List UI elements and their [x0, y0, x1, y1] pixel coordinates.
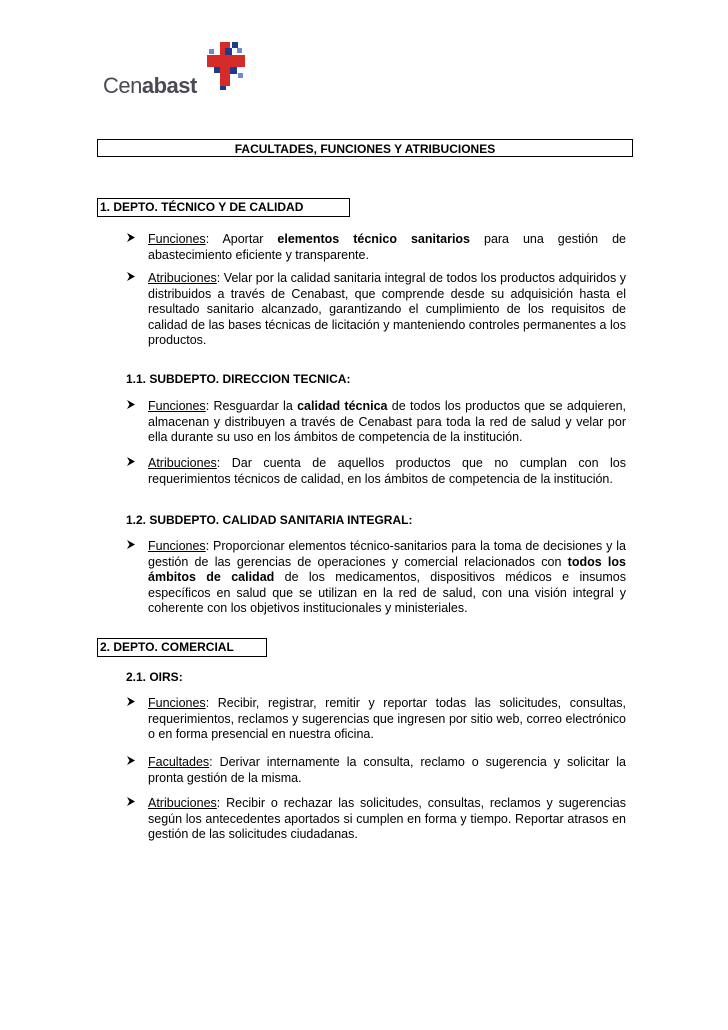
arrow-bullet-icon [126, 456, 138, 470]
item-label: Funciones [148, 232, 206, 246]
arrow-bullet-icon [126, 696, 138, 710]
arrow-bullet-icon [126, 539, 138, 553]
arrow-bullet-icon [126, 399, 138, 413]
item-label: Atribuciones [148, 271, 217, 285]
arrow-bullet-icon [126, 271, 138, 285]
page-title: FACULTADES, FUNCIONES Y ATRIBUCIONES [97, 139, 633, 157]
subsection-heading: 1.1. SUBDEPTO. DIRECCION TECNICA: [126, 372, 351, 386]
arrow-bullet-icon [126, 755, 138, 769]
subsection-heading: 2.1. OIRS: [126, 670, 183, 684]
item-label: Atribuciones [148, 456, 217, 470]
item-label: Facultades [148, 755, 210, 769]
section-heading: 1. DEPTO. TÉCNICO Y DE CALIDAD [97, 198, 350, 217]
arrow-bullet-icon [126, 232, 138, 246]
cenabast-logo [100, 40, 250, 102]
subsection-heading: 1.2. SUBDEPTO. CALIDAD SANITARIA INTEGRAL: [126, 513, 413, 527]
item-label: Atribuciones [148, 796, 217, 810]
arrow-bullet-icon [126, 796, 138, 810]
item-label: Funciones [148, 696, 206, 710]
item-label: Funciones [148, 539, 206, 553]
item-label: Funciones [148, 399, 206, 413]
section-heading: 2. DEPTO. COMERCIAL [97, 638, 267, 657]
logo-wordmark: Cenabast [103, 73, 197, 98]
cross-logo-icon [206, 40, 248, 90]
